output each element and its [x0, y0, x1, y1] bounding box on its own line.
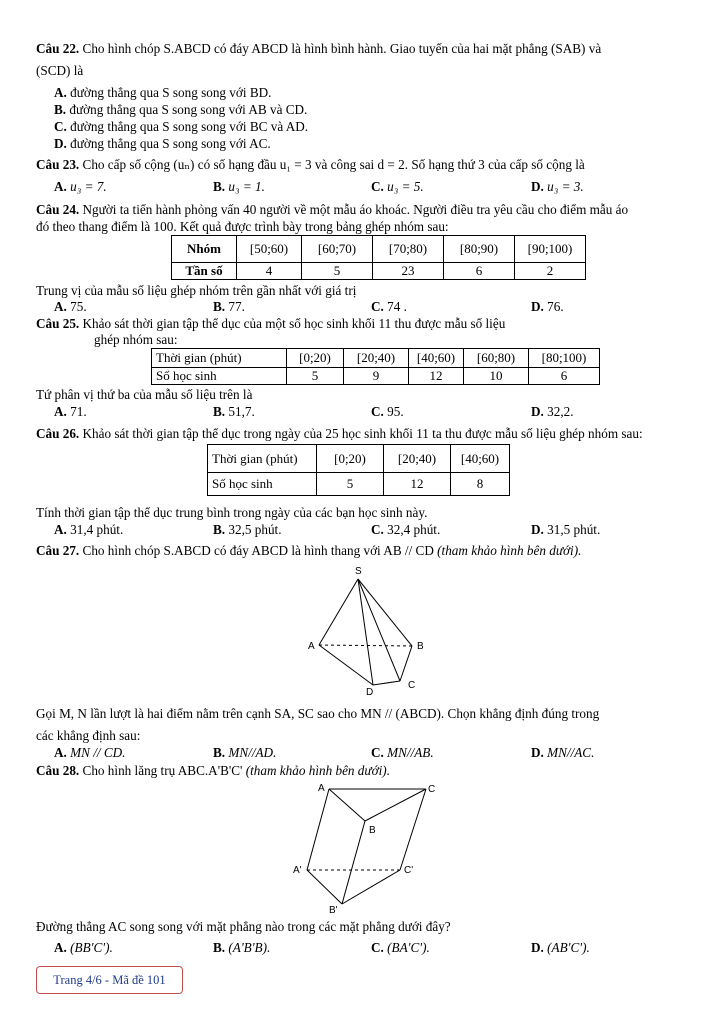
q25-option-c: C. 95. — [371, 404, 404, 419]
label-c: C — [408, 680, 416, 691]
q22-option-c: C. đường thẳng qua S song song với BC và AD. — [54, 119, 309, 134]
q28-stem: Câu 28. Cho hình lăng trụ ABC.A'B'C' (tham khảo hình bên dưới). — [36, 763, 390, 778]
q28-option-c: C. (BA'C'). — [371, 940, 430, 955]
q24-option-c: C. 74 . — [371, 299, 407, 314]
q25-table: Thời gian (phút) [0;20) [20;40) [40;60) [60;80) [80;100) Số học sinh 5 9 12 10 6 — [151, 348, 600, 385]
q23-stem: Câu 23. Cho cấp số cộng (uₙ) có số hạng đầu u₁ = 3 và công sai d = 2. Số hạng thứ 3 của cấp số cộng là — [36, 157, 585, 172]
q25-stem-2: ghép nhóm sau: — [94, 332, 178, 347]
label-b1: B' — [329, 905, 338, 916]
q28-option-b: B. (A'B'B). — [213, 940, 271, 955]
q25-question: Tứ phân vị thứ ba của mẫu số liệu trên là — [36, 387, 253, 402]
edge-sc — [358, 579, 400, 681]
edge-ab-hidden — [319, 645, 412, 646]
label-b: B — [417, 641, 424, 652]
label-a1: A' — [293, 865, 302, 876]
q26-option-b: B. 32,5 phút. — [213, 522, 282, 537]
q28-prism-figure — [285, 780, 445, 920]
edge-ad — [319, 645, 373, 685]
q22-label: Câu 22. — [36, 41, 80, 56]
q24-stem: Câu 24. Người ta tiến hành phỏng vấn 40 người về một mẫu áo khoác. Người điều tra yêu cầu cho điểm mẫu áo — [36, 202, 629, 217]
label-a: A — [308, 641, 315, 652]
q24-stem-2: đó theo thang điểm là 100. Kết quả được trình bày trong bảng ghép nhóm sau: — [36, 219, 449, 234]
q24-question: Trung vị của mẫu số liệu ghép nhóm trên gần nhất với giá trị — [36, 283, 357, 298]
q28-option-d: D. (AB'C'). — [531, 940, 590, 955]
q27-question: Gọi M, N lần lượt là hai điểm nằm trên cạnh SA, SC sao cho MN // (ABCD). Chọn khẳng định đúng trong — [36, 706, 600, 721]
q28-question: Đường thẳng AC song song với mặt phẳng nào trong các mặt phẳng dưới đây? — [36, 919, 451, 934]
label-d: D — [366, 687, 374, 698]
q25-stem: Câu 25. Khảo sát thời gian tập thể dục của một số học sinh khối 11 thu được mẫu số liệu — [36, 316, 506, 331]
q23-option-a: A. u₃ = 7. — [54, 179, 107, 194]
q22-stem-2: (SCD) là — [36, 63, 84, 78]
q27-option-c: C. MN//AB. — [371, 745, 434, 760]
q27-option-d: D. MN//AC. — [531, 745, 595, 760]
edge-aa1 — [307, 789, 329, 870]
edge-sa — [319, 579, 358, 645]
q25-option-b: B. 51,7. — [213, 404, 255, 419]
edge-bb1 — [342, 821, 365, 904]
label-c: C — [428, 784, 436, 795]
q24-option-b: B. 77. — [213, 299, 245, 314]
q24-table: Nhóm [50;60) [60;70) [70;80) [80;90) [90;100) Tần số 4 5 23 6 2 — [171, 235, 586, 280]
label-s: S — [355, 566, 362, 577]
page-footer: Trang 4/6 - Mã đề 101 — [36, 966, 183, 994]
q23-option-c: C. u₃ = 5. — [371, 179, 424, 194]
q27-option-b: B. MN//AD. — [213, 745, 277, 760]
q26-table: Thời gian (phút) [0;20) [20;40) [40;60) Số học sinh 5 12 8 — [207, 444, 510, 496]
edge-b1c1 — [342, 870, 400, 904]
q22-stem — [36, 40, 601, 57]
q26-option-d: D. 31,5 phút. — [531, 522, 601, 537]
edge-dc — [373, 681, 400, 685]
q27-stem: Câu 27. Cho hình chóp S.ABCD có đáy ABCD là hình thang với AB // CD (tham khảo hình bên dưới). — [36, 543, 582, 558]
q27-pyramid-figure — [290, 562, 440, 700]
q25-option-d: D. 32,2. — [531, 404, 574, 419]
q24-option-a: A. 75. — [54, 299, 87, 314]
q26-question: Tính thời gian tập thể dục trung bình trong ngày của các bạn học sinh này. — [36, 505, 428, 520]
q26-option-c: C. 32,4 phút. — [371, 522, 441, 537]
edge-ab — [329, 789, 365, 821]
q27-question-2: các khẳng định sau: — [36, 728, 141, 743]
q23-option-d: D. u₃ = 3. — [531, 179, 584, 194]
label-c1: C' — [404, 865, 414, 876]
q22-option-a: A. đường thẳng qua S song song với BD. — [54, 85, 272, 100]
q22-text: Cho hình chóp S.ABCD có đáy ABCD là hình bình hành. Giao tuyến của hai mặt phẳng (SAB) và — [82, 41, 602, 56]
edge-a1b1 — [307, 870, 342, 904]
q27-option-a: A. MN // CD. — [54, 745, 126, 760]
q24-option-d: D. 76. — [531, 299, 564, 314]
edge-cb — [400, 646, 412, 681]
q26-stem: Câu 26. Khảo sát thời gian tập thể dục trong ngày của 25 học sinh khối 11 ta thu được mẫu số liệu ghép nhóm sau: — [36, 426, 643, 441]
q26-option-a: A. 31,4 phút. — [54, 522, 124, 537]
q22-option-d: D. đường thẳng qua S song song với AC. — [54, 136, 271, 151]
q23-option-b: B. u₃ = 1. — [213, 179, 265, 194]
label-a: A — [318, 783, 325, 794]
q28-option-a: A. (BB'C'). — [54, 940, 113, 955]
q25-option-a: A. 71. — [54, 404, 87, 419]
q22-option-b: B. đường thẳng qua S song song với AB và CD. — [54, 102, 308, 117]
label-b: B — [369, 825, 376, 836]
